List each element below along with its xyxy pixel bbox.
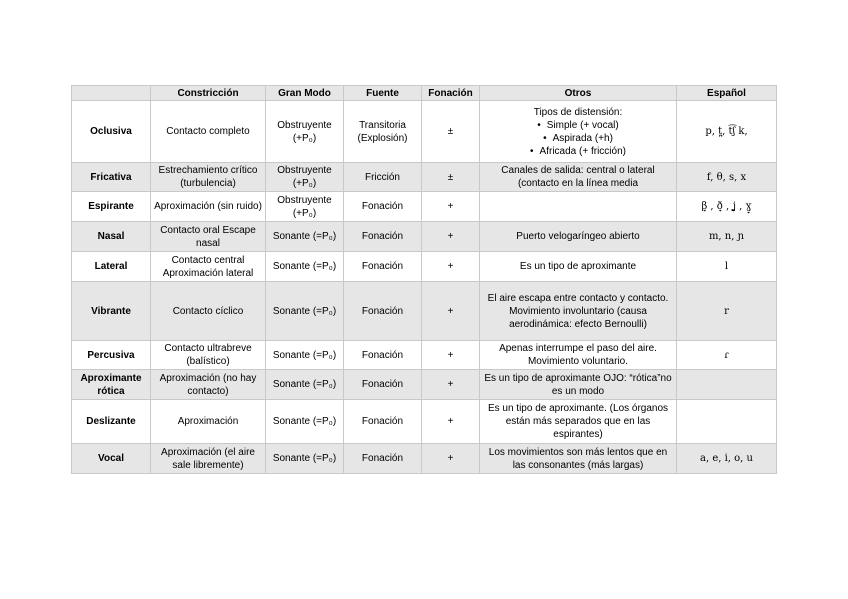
otros-cell	[480, 192, 677, 222]
fuente-cell: Fonación	[344, 370, 422, 400]
gran-modo-cell: Sonante (=P₀)	[266, 400, 344, 444]
table-row	[72, 252, 777, 282]
table-row	[72, 341, 777, 370]
gran-modo-cell: Obstruyente (+P₀)	[266, 163, 344, 192]
fuente-cell: Fonación	[344, 341, 422, 370]
espanol-cell: f, θ, s, x	[677, 163, 777, 192]
row-name: Espirante	[72, 192, 151, 222]
header-row	[72, 86, 777, 101]
constriccion-cell: Contacto cíclico	[151, 282, 266, 341]
list-item: • Simple (+ vocal)	[482, 119, 674, 132]
gran-modo-cell: Sonante (=P₀)	[266, 222, 344, 252]
row-name: Oclusiva	[72, 101, 151, 163]
fuente-cell: Transitoria (Explosión)	[344, 101, 422, 163]
table-row	[72, 444, 777, 474]
constriccion-cell: Contacto central Aproximación lateral	[151, 252, 266, 282]
row-name: Lateral	[72, 252, 151, 282]
row-name: Aproximante rótica	[72, 370, 151, 400]
header-cell: Constricción	[151, 86, 266, 101]
otros-cell: Es un tipo de aproximante. (Los órganos están más separados que en las espirantes)	[480, 400, 677, 444]
header-cell: Fuente	[344, 86, 422, 101]
otros-cell: Es un tipo de aproximante	[480, 252, 677, 282]
otros-cell: Puerto velogaríngeo abierto	[480, 222, 677, 252]
constriccion-cell: Contacto oral Escape nasal	[151, 222, 266, 252]
distension-list	[482, 119, 674, 158]
header-cell: Español	[677, 86, 777, 101]
gran-modo-cell: Obstruyente (+P₀)	[266, 101, 344, 163]
row-name: Vibrante	[72, 282, 151, 341]
fonacion-cell: +	[422, 400, 480, 444]
fonacion-cell: +	[422, 222, 480, 252]
otros-cell: El aire escapa entre contacto y contacto. Movimiento involuntario (causa aerodinámica: efecto Bernoulli)	[480, 282, 677, 341]
constriccion-cell: Aproximación (no hay contacto)	[151, 370, 266, 400]
espanol-cell: a, e, i, o, u	[677, 444, 777, 474]
fonacion-cell: +	[422, 370, 480, 400]
constriccion-cell: Aproximación	[151, 400, 266, 444]
fonacion-cell: +	[422, 444, 480, 474]
phonetics-table	[71, 85, 777, 474]
fonacion-cell: +	[422, 341, 480, 370]
gran-modo-cell: Sonante (=P₀)	[266, 341, 344, 370]
header-cell	[72, 86, 151, 101]
fuente-cell: Fonación	[344, 444, 422, 474]
fonacion-cell: +	[422, 192, 480, 222]
gran-modo-cell: Sonante (=P₀)	[266, 444, 344, 474]
table-row	[72, 101, 777, 163]
row-name: Nasal	[72, 222, 151, 252]
otros-intro: Tipos de distensión:	[533, 106, 623, 118]
table-row	[72, 222, 777, 252]
header-cell: Fonación	[422, 86, 480, 101]
fuente-cell: Fonación	[344, 222, 422, 252]
espanol-cell: m, n, ɲ	[677, 222, 777, 252]
espanol-cell: l	[677, 252, 777, 282]
header-cell: Otros	[480, 86, 677, 101]
row-name: Deslizante	[72, 400, 151, 444]
gran-modo-cell: Sonante (=P₀)	[266, 282, 344, 341]
fuente-cell: Fonación	[344, 192, 422, 222]
otros-cell	[480, 101, 677, 163]
gran-modo-cell: Obstruyente (+P₀)	[266, 192, 344, 222]
fuente-cell: Fricción	[344, 163, 422, 192]
otros-cell: Apenas interrumpe el paso del aire. Movimiento voluntario.	[480, 341, 677, 370]
list-item: • Africada (+ fricción)	[482, 145, 674, 158]
table-row	[72, 163, 777, 192]
espanol-cell: r	[677, 282, 777, 341]
otros-cell: Los movimientos son más lentos que en las consonantes (más largas)	[480, 444, 677, 474]
list-item: • Aspirada (+h)	[482, 132, 674, 145]
table-row	[72, 192, 777, 222]
table-row	[72, 282, 777, 341]
constriccion-cell: Contacto completo	[151, 101, 266, 163]
header-cell: Gran Modo	[266, 86, 344, 101]
otros-cell: Es un tipo de aproximante OJO: “rótica”no es un modo	[480, 370, 677, 400]
fuente-cell: Fonación	[344, 400, 422, 444]
row-name: Vocal	[72, 444, 151, 474]
fonacion-cell: ±	[422, 101, 480, 163]
constriccion-cell: Contacto ultrabreve (balístico)	[151, 341, 266, 370]
row-name: Fricativa	[72, 163, 151, 192]
espanol-cell: β̞ , ð̞ , ʝ̞ , ɣ̞	[677, 192, 777, 222]
fonacion-cell: ±	[422, 163, 480, 192]
constriccion-cell: Aproximación (el aire sale libremente)	[151, 444, 266, 474]
gran-modo-cell: Sonante (=P₀)	[266, 252, 344, 282]
fuente-cell: Fonación	[344, 252, 422, 282]
espanol-cell	[677, 370, 777, 400]
row-name: Percusiva	[72, 341, 151, 370]
espanol-cell	[677, 400, 777, 444]
table-row	[72, 370, 777, 400]
fonacion-cell: +	[422, 252, 480, 282]
espanol-cell: ɾ	[677, 341, 777, 370]
fonacion-cell: +	[422, 282, 480, 341]
constriccion-cell: Aproximación (sin ruido)	[151, 192, 266, 222]
fuente-cell: Fonación	[344, 282, 422, 341]
table-row	[72, 400, 777, 444]
otros-cell: Canales de salida: central o lateral (contacto en la línea media	[480, 163, 677, 192]
espanol-cell: p, t̪, t͡ʃ k,	[677, 101, 777, 163]
gran-modo-cell: Sonante (=P₀)	[266, 370, 344, 400]
constriccion-cell: Estrechamiento crítico (turbulencia)	[151, 163, 266, 192]
